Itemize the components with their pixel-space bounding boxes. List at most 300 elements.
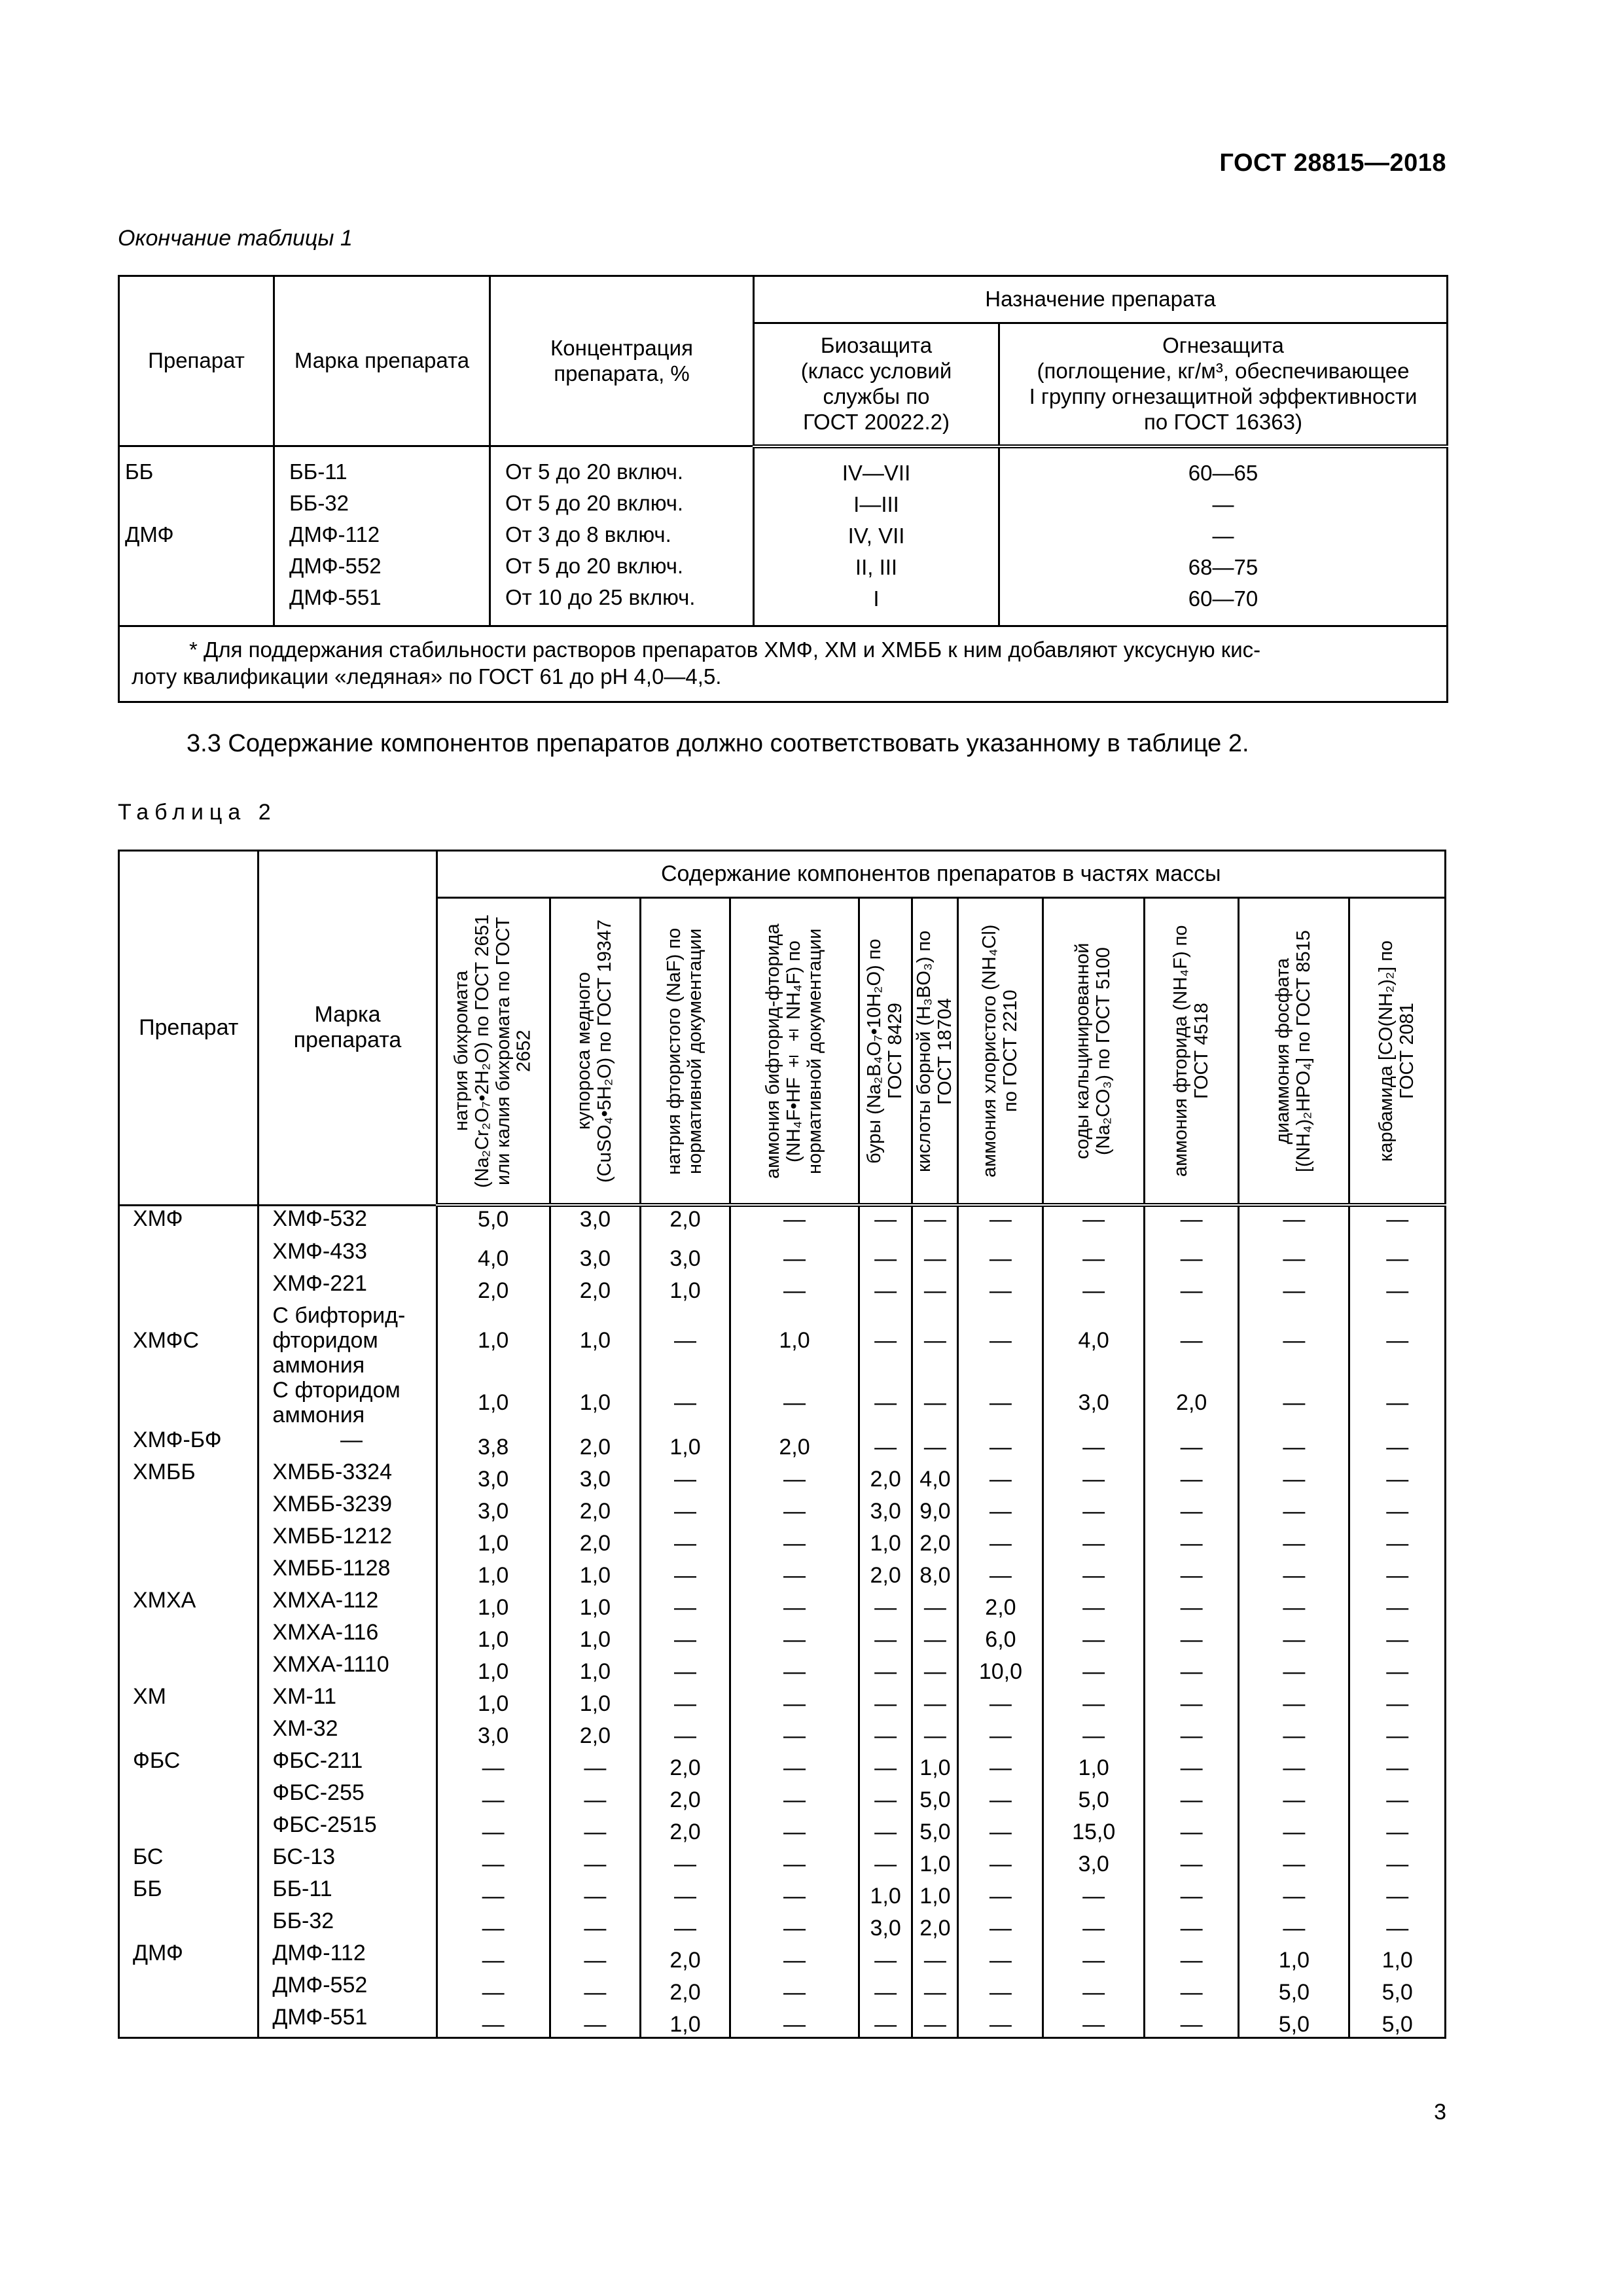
t2-cell-value: — [1349,1271,1446,1303]
t2-cell-value: — [1239,1684,1349,1716]
t2-cell-value: 1,0 [437,1378,550,1427]
t2-cell-marka: ХМХА-116 [259,1620,437,1652]
t2-cell-value: — [1145,1492,1239,1524]
t2-cell-value: — [437,1973,550,2005]
t2-cell-value: — [912,1652,958,1684]
page-number: 3 [1434,2100,1446,2125]
t2-cell-value: — [550,1812,640,1844]
t2-cell-value: — [1145,1303,1239,1378]
t2-cell-value: — [958,1844,1043,1876]
t2-header-component: купороса медного (CuSO₄•5H₂O) по ГОСТ 19347 [550,898,640,1206]
t2-cell-value: — [730,1684,859,1716]
table-row [119,1780,1446,1812]
t2-cell-value: 1,0 [1349,1941,1446,1973]
t2-cell-value: — [730,1716,859,1748]
t2-cell-value: 8,0 [912,1556,958,1588]
t2-cell-value: — [1239,1909,1349,1941]
table-row [119,1812,1446,1844]
table-row [119,1909,1446,1941]
t2-cell-marka: ХМББ-1128 [259,1556,437,1588]
t2-cell-value: — [859,1812,912,1844]
t2-cell-value: — [550,1844,640,1876]
t2-cell-value: 1,0 [437,1684,550,1716]
t2-cell-value: — [730,1492,859,1524]
t2-cell-value: — [1145,1620,1239,1652]
t2-cell-value: — [1239,1556,1349,1588]
t2-cell-value: — [1043,1524,1145,1556]
t2-cell-value: — [730,1271,859,1303]
t2-cell-value: 2,0 [437,1271,550,1303]
t2-cell-value: — [1043,1556,1145,1588]
t2-cell-value: — [1145,1876,1239,1909]
t2-cell-value: 1,0 [550,1378,640,1427]
t2-cell-preparat: ХМФ-БФ [119,1427,259,1460]
t2-cell-marka: ХМХА-112 [259,1588,437,1620]
t2-cell-value: — [1043,1460,1145,1492]
t2-cell-value: — [1145,1239,1239,1271]
t2-cell-value: 2,0 [912,1524,958,1556]
t2-header-content: Содержание компонентов препаратов в частях массы [437,851,1445,898]
t2-cell-value: — [1349,1909,1446,1941]
table-row [119,1941,1446,1973]
t2-cell-value: — [550,1780,640,1812]
t2-cell-value: — [730,1973,859,2005]
t2-header-component: кислоты борной (H₃BO₃) по ГОСТ 18704 [912,898,958,1206]
t2-cell-value: — [1239,1588,1349,1620]
t2-cell-value: — [437,1748,550,1780]
t2-cell-value: 3,0 [550,1205,640,1239]
t2-cell-value: — [859,1844,912,1876]
t2-cell-value: 1,0 [550,1556,640,1588]
t2-cell-value: — [958,1460,1043,1492]
t2-cell-value: 1,0 [437,1620,550,1652]
t2-cell-value: — [859,1239,912,1271]
t2-cell-value: 3,0 [550,1460,640,1492]
t2-cell-marka: ХМ-11 [259,1684,437,1716]
t2-cell-value: — [1043,1716,1145,1748]
t2-cell-value: — [958,2005,1043,2038]
t2-cell-value: 3,0 [437,1460,550,1492]
t2-cell-value: — [859,1716,912,1748]
t1-header-preparat: Препарат [119,276,274,446]
t2-cell-value: — [1239,1492,1349,1524]
t2-cell-value: — [1349,1780,1446,1812]
table-row [119,1492,1446,1524]
table-row [119,1427,1446,1460]
t1-header-bio: Биозащита (класс условий службы по ГОСТ 20022.2) [754,323,999,446]
t1-col-fire: 60—65 — — 68—75 60—70 [999,446,1448,626]
t2-cell-value: — [1145,1748,1239,1780]
table-row [119,1205,1446,1239]
t2-cell-marka: ДМФ-551 [259,2005,437,2038]
t2-cell-value: — [550,2005,640,2038]
t2-cell-preparat [119,1524,259,1556]
t2-cell-marka: ДМФ-112 [259,1941,437,1973]
t2-cell-value: — [1349,1492,1446,1524]
t2-cell-value: — [730,1876,859,1909]
t2-cell-value: — [1145,1588,1239,1620]
table-row [119,1556,1446,1588]
t2-cell-value: — [958,1239,1043,1271]
t2-cell-value: — [640,1909,730,1941]
t2-cell-preparat: ХМФС [119,1303,259,1378]
t2-cell-preparat [119,1652,259,1684]
t2-cell-value: — [1145,1271,1239,1303]
t1-header-concentration: Концентрация препарата, % [490,276,754,446]
t2-cell-value: 1,0 [550,1303,640,1378]
t2-cell-value: 1,0 [550,1652,640,1684]
t2-cell-preparat [119,1378,259,1427]
t2-cell-value: 4,0 [912,1460,958,1492]
t2-cell-value: — [437,1909,550,1941]
t2-cell-value: — [958,1748,1043,1780]
t2-cell-value: — [859,1748,912,1780]
t2-cell-value: — [1145,1556,1239,1588]
t2-cell-value: — [859,1652,912,1684]
t2-cell-value: — [1349,1716,1446,1748]
t2-cell-value: 3,0 [550,1239,640,1271]
t2-cell-value: — [730,1844,859,1876]
t2-cell-value: — [1043,1941,1145,1973]
t2-cell-preparat [119,1556,259,1588]
t2-cell-value: — [1239,1620,1349,1652]
t2-cell-value: — [1239,1271,1349,1303]
t2-cell-preparat [119,1780,259,1812]
t2-header-component: натрия бихромата (Na₂Cr₂O₇•2H₂O) по ГОСТ 2651 или калия бихромата по ГОСТ 2652 [437,898,550,1206]
t2-cell-value: — [958,1876,1043,1909]
t2-cell-marka: ДМФ-552 [259,1973,437,2005]
t2-cell-value: — [912,1205,958,1239]
t2-cell-value: — [1239,1780,1349,1812]
t2-header-component: аммония фторида (NH₄F) по ГОСТ 4518 [1145,898,1239,1206]
t2-cell-preparat [119,1812,259,1844]
t2-cell-value: — [859,1620,912,1652]
t2-cell-value: — [640,1524,730,1556]
t2-cell-preparat [119,1909,259,1941]
t2-cell-value: 1,0 [437,1303,550,1378]
t2-cell-value: 1,0 [912,1844,958,1876]
t2-cell-value: 4,0 [437,1239,550,1271]
t2-cell-value: — [1239,1239,1349,1271]
paragraph-3-3: 3.3 Содержание компонентов препаратов должно соответствовать указанному в таблице 2. [187,730,1249,757]
t2-cell-value: — [437,1780,550,1812]
t2-cell-value: — [640,1716,730,1748]
t2-cell-value: — [1349,1239,1446,1271]
t2-cell-value: 1,0 [550,1588,640,1620]
t2-cell-value: 1,0 [550,1684,640,1716]
table-row [119,1973,1446,2005]
t2-cell-value: 1,0 [912,1876,958,1909]
t2-cell-value: — [1239,1652,1349,1684]
t2-cell-value: 1,0 [640,2005,730,2038]
t2-cell-value: — [1349,1460,1446,1492]
t1-header-marka: Марка препарата [274,276,490,446]
table-row [119,1716,1446,1748]
t2-cell-value: — [640,1303,730,1378]
t2-cell-value: 1,0 [859,1876,912,1909]
t2-cell-value: 5,0 [912,1812,958,1844]
t2-cell-value: — [640,1652,730,1684]
t2-cell-value: — [1145,1909,1239,1941]
t2-cell-value: 2,0 [640,1812,730,1844]
t2-cell-value: — [1145,1205,1239,1239]
t2-cell-value: 2,0 [859,1460,912,1492]
t2-cell-marka: ХМББ-1212 [259,1524,437,1556]
t2-cell-value: 2,0 [550,1427,640,1460]
table-row [119,1378,1446,1427]
t2-cell-value: — [1145,1652,1239,1684]
t2-cell-preparat: ФБС [119,1748,259,1780]
table-row [119,1524,1446,1556]
t1-col-preparat: ББ ДМФ [119,446,274,626]
t2-cell-marka: ХМББ-3324 [259,1460,437,1492]
t2-cell-value: — [859,1205,912,1239]
t2-cell-value: 2,0 [550,1492,640,1524]
t2-cell-value: — [1349,1812,1446,1844]
table-2 [118,850,1446,2039]
t2-cell-value: — [859,1941,912,1973]
t2-cell-marka: ХМ-32 [259,1716,437,1748]
t2-cell-value: 5,0 [1239,1973,1349,2005]
t2-cell-value: 5,0 [437,1205,550,1239]
t2-cell-value: — [1043,1973,1145,2005]
t2-cell-value: 1,0 [640,1427,730,1460]
t2-cell-value: 2,0 [640,1748,730,1780]
t2-cell-value: — [730,1941,859,1973]
t2-cell-preparat: ББ [119,1876,259,1909]
t2-cell-value: — [958,1812,1043,1844]
t2-cell-value: — [912,1271,958,1303]
t2-cell-preparat [119,1271,259,1303]
t2-cell-value: 4,0 [1043,1303,1145,1378]
t2-cell-value: — [1239,1460,1349,1492]
t2-cell-value: 2,0 [550,1271,640,1303]
t2-cell-value: — [730,1620,859,1652]
table2-caption: Таблица 2 [118,800,277,825]
t2-cell-value: 3,0 [640,1239,730,1271]
t2-cell-value: — [1239,1205,1349,1239]
t2-cell-value: 2,0 [640,1205,730,1239]
t2-cell-value: — [730,1652,859,1684]
t2-cell-marka: ХМФ-221 [259,1271,437,1303]
t2-cell-value: 5,0 [1349,1973,1446,2005]
t1-header-fire: Огнезащита (поглощение, кг/м³, обеспечивающее I группу огнезащитной эффективности по ГОСТ 16363) [999,323,1448,446]
t2-cell-value: — [1145,1460,1239,1492]
t2-cell-value: — [1239,1748,1349,1780]
t2-cell-value: — [1043,1876,1145,1909]
t2-header-component: аммония хлористого (NH₄Cl) по ГОСТ 2210 [958,898,1043,1206]
t2-cell-value: — [437,1941,550,1973]
t2-cell-value: — [640,1620,730,1652]
t2-cell-value: — [912,1684,958,1716]
t2-cell-value: 3,0 [437,1716,550,1748]
t2-cell-value: — [730,1812,859,1844]
t2-cell-value: — [1145,1812,1239,1844]
table-row [119,1844,1446,1876]
t2-cell-marka: ХМФ-532 [259,1205,437,1239]
t2-cell-value: — [958,1556,1043,1588]
t2-cell-preparat [119,1239,259,1271]
t2-cell-value: — [1145,1780,1239,1812]
t2-cell-value: — [1349,1844,1446,1876]
t2-header-component: буры (Na₂B₄O₇•10H₂O) по ГОСТ 8429 [859,898,912,1206]
t2-cell-value: — [859,1684,912,1716]
t2-cell-value: — [1239,1303,1349,1378]
t2-cell-marka: С фторидом аммония [259,1378,437,1427]
t2-cell-marka: ФБС-255 [259,1780,437,1812]
t2-cell-value: 3,0 [1043,1844,1145,1876]
t2-header-component: соды кальцинированной (Na₂CO₃) по ГОСТ 5100 [1043,898,1145,1206]
t2-cell-value: — [958,1271,1043,1303]
t2-cell-value: — [1349,1588,1446,1620]
table-row [119,1684,1446,1716]
t2-cell-value: — [1043,1427,1145,1460]
t2-header-marka: Марка препарата [259,851,437,1206]
t2-cell-value: — [640,1492,730,1524]
t2-cell-value: — [550,1941,640,1973]
t2-cell-value: — [1349,1876,1446,1909]
t2-cell-value: 9,0 [912,1492,958,1524]
t2-cell-value: — [1349,1427,1446,1460]
t2-cell-value: 5,0 [1239,2005,1349,2038]
t2-cell-value: 2,0 [640,1973,730,2005]
t2-cell-value: — [958,1941,1043,1973]
t2-cell-value: 2,0 [958,1588,1043,1620]
t2-cell-value: 6,0 [958,1620,1043,1652]
t2-cell-value: — [912,1588,958,1620]
table-row [119,1239,1446,1271]
t2-cell-value: — [1239,1524,1349,1556]
t2-cell-value: 2,0 [1145,1378,1239,1427]
t2-cell-value: — [550,1748,640,1780]
t2-cell-value: — [1043,1205,1145,1239]
t1-col-marka: ББ-11 ББ-32 ДМФ-112 ДМФ-552 ДМФ-551 [274,446,490,626]
t2-cell-value: 3,0 [437,1492,550,1524]
t2-cell-value: — [958,1427,1043,1460]
t2-cell-value: 1,0 [640,1271,730,1303]
t2-cell-value: — [437,1844,550,1876]
t2-cell-value: — [958,1780,1043,1812]
t2-cell-marka: С бифторид-фторидом аммония [259,1303,437,1378]
t2-cell-value: — [1145,1524,1239,1556]
t2-cell-value: — [730,1524,859,1556]
t2-cell-preparat [119,1492,259,1524]
t2-cell-value: — [437,1812,550,1844]
table-row [119,1748,1446,1780]
t2-cell-value: 2,0 [640,1941,730,1973]
t2-cell-marka: ФБС-2515 [259,1812,437,1844]
t2-cell-marka: ХМХА-1110 [259,1652,437,1684]
t1-footnote: * Для поддержания стабильности растворов препаратов ХМФ, ХМ и ХМББ к ним добавляют уксусную кис- лоту квалификации «ледяная» по ГОСТ 61 до рН 4,0—4,5. [119,626,1448,702]
t2-cell-value: 1,0 [437,1556,550,1588]
table-row [119,1303,1446,1378]
table-row [119,1588,1446,1620]
table-row [119,1271,1446,1303]
t2-cell-preparat: ХМ [119,1684,259,1716]
t2-cell-value: — [1145,1973,1239,2005]
t2-cell-value: — [730,1205,859,1239]
t2-cell-value: — [640,1844,730,1876]
t2-cell-value: — [912,1427,958,1460]
t2-cell-marka: ФБС-211 [259,1748,437,1780]
t2-cell-value: — [640,1876,730,1909]
table-row [119,1876,1446,1909]
t2-cell-value: 5,0 [1349,2005,1446,2038]
standard-number: ГОСТ 28815—2018 [1219,149,1446,177]
t2-cell-value: 3,0 [1043,1378,1145,1427]
t2-cell-value: — [1349,1684,1446,1716]
t2-cell-value: 1,0 [1239,1941,1349,1973]
t2-cell-value: — [912,1303,958,1378]
t2-cell-marka: ББ-32 [259,1909,437,1941]
t2-cell-value: — [1239,1378,1349,1427]
t1-col-concentration: От 5 до 20 включ. От 5 до 20 включ. От 3 до 8 включ. От 5 до 20 включ. От 10 до 25 включ. [490,446,754,626]
t2-cell-value: — [1043,1684,1145,1716]
t2-cell-value: 2,0 [859,1556,912,1588]
t2-cell-value: — [1349,1620,1446,1652]
t2-cell-value: — [437,1876,550,1909]
t2-header-preparat: Препарат [119,851,259,1206]
t2-cell-value: — [730,2005,859,2038]
t2-cell-value: — [730,1588,859,1620]
t2-cell-value: — [958,1492,1043,1524]
table-row [119,1460,1446,1492]
t2-cell-preparat: ХМХА [119,1588,259,1620]
t2-cell-value: — [1043,1652,1145,1684]
t2-cell-value: 1,0 [1043,1748,1145,1780]
t2-cell-value: — [912,2005,958,2038]
t2-cell-value: — [1145,2005,1239,2038]
t2-cell-value: — [1043,1588,1145,1620]
t2-cell-value: — [912,1716,958,1748]
t2-cell-value: — [730,1780,859,1812]
t2-cell-value: — [550,1973,640,2005]
t2-cell-value: — [958,1973,1043,2005]
t2-cell-value: — [730,1909,859,1941]
t2-cell-value: 1,0 [912,1748,958,1780]
t2-cell-value: — [859,2005,912,2038]
t2-cell-value: — [730,1556,859,1588]
t2-cell-value: 3,0 [859,1492,912,1524]
t2-cell-value: — [1145,1684,1239,1716]
t2-cell-marka: ХМББ-3239 [259,1492,437,1524]
t2-cell-value: 5,0 [912,1780,958,1812]
t2-cell-value: 2,0 [730,1427,859,1460]
t2-cell-value: — [1239,1427,1349,1460]
t2-cell-marka: — [259,1427,437,1460]
t2-cell-value: — [1145,1427,1239,1460]
table-1 [118,275,1448,703]
t2-cell-value: 10,0 [958,1652,1043,1684]
t2-cell-value: — [640,1378,730,1427]
t2-cell-value: 2,0 [640,1780,730,1812]
t2-cell-value: — [1349,1652,1446,1684]
t2-cell-value: — [1043,1239,1145,1271]
t2-cell-value: 3,0 [859,1909,912,1941]
t2-cell-value: — [730,1378,859,1427]
t2-header-component: натрия фтористого (NaF) по нормативной документации [640,898,730,1206]
t2-cell-value: 1,0 [550,1620,640,1652]
t2-cell-value: — [958,1205,1043,1239]
t2-cell-preparat: ДМФ [119,1941,259,1973]
t2-cell-value: — [958,1909,1043,1941]
t2-cell-preparat [119,1620,259,1652]
t2-cell-value: — [859,1588,912,1620]
t2-cell-value: — [1043,1492,1145,1524]
t2-header-component: карбамида [CO(NH₂)₂] по ГОСТ 2081 [1349,898,1446,1206]
t2-cell-value: — [640,1588,730,1620]
t2-cell-value: — [958,1716,1043,1748]
